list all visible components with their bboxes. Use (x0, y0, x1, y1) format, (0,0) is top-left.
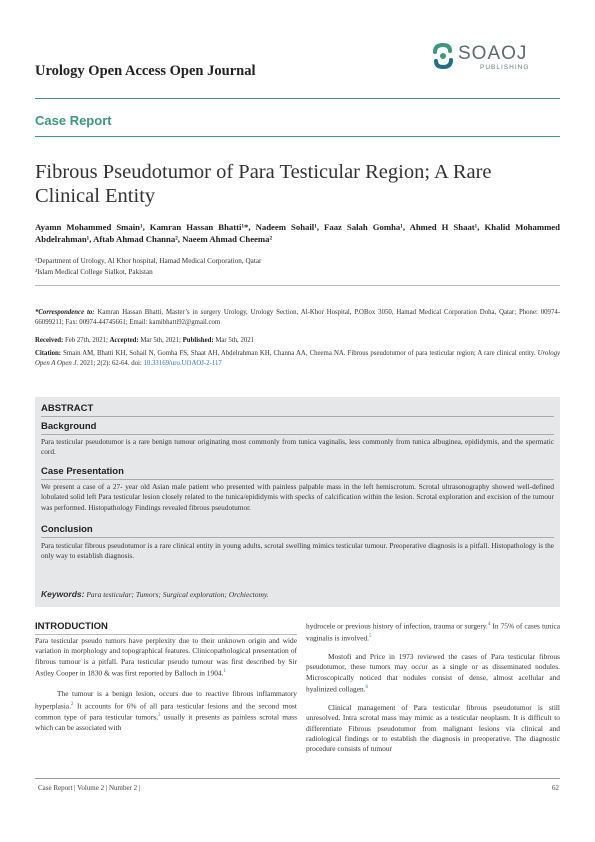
introduction-divider (35, 634, 297, 635)
paragraph-text: usually it presents as painless scrotal mass which can be associated with (35, 712, 297, 733)
paragraph-text: Para testicular pseudo tumors have perplexity due to their unknown origin and wide variation in morphology and topographical features. Clinicopathological presentation of fibrous tumour is a pitfall. Para testicular pseudo tumour was first described by Sir Astley Cooper in 1830 & was first reported by Balloch in 1904. (35, 636, 297, 678)
introduction-heading: INTRODUCTION (35, 621, 108, 632)
right-column (306, 620, 560, 758)
title-line-2: Clinical Entity (35, 185, 156, 207)
paragraph (35, 689, 297, 734)
abstract-divider (41, 416, 554, 417)
correspondence-text: Kamran Hassan Bhatti, Master’s in surgery Urology, Urology Section, Al-Khor Hospital, P.OBox 3050, Hamad Medical Corporation Doha, Qatar; Phone: 00974-66099211; Fax: 00974-44745661; Email: kamibhatti92@gmail.com (35, 309, 561, 326)
published-date: Mar 5th, 2021 (215, 337, 255, 344)
article-title (35, 160, 555, 208)
affiliation-1: ¹Department of Urology, Al Khor hospital, Hamad Medical Corporation, Qatar (35, 257, 262, 265)
left-column (35, 636, 297, 737)
paragraph-text: Clinical management of Para testicular fibrous pseudotumor is still unresolved. Intra scrotal mass may mimic as a testicular neoplasm. It is difficult to differentiate Fibrous pseudotumor from malignant lesions via clinical and radiological findings or to establish the diagnosis in preoperative. The diagnostic procedure consists of tumour (306, 702, 560, 754)
publisher-logo (431, 43, 551, 77)
citation-ref[interactable]: 6 (365, 684, 369, 690)
doi-link[interactable]: 10.33169/uro.UOAOJ-2-117 (143, 359, 222, 367)
dates (35, 336, 560, 346)
article-type: Case Report (35, 113, 112, 128)
citation-ref[interactable]: 4 (487, 622, 491, 627)
divider (35, 285, 560, 286)
keywords-text: Para testicular; Tumors; Surgical exploration; Orchiectomy. (86, 590, 269, 599)
abstract-heading: ABSTRACT (41, 403, 94, 414)
citation-ref[interactable]: 3 (157, 713, 161, 719)
abstract-divider (41, 537, 554, 538)
paragraph (306, 620, 560, 644)
keywords (41, 589, 269, 599)
published-label: Published: (182, 337, 214, 344)
affiliation-2: ²Islam Medical College Sialkot, Pakistan (35, 268, 153, 276)
received-label: Received: (35, 337, 64, 344)
page-number: 62 (552, 784, 559, 792)
correspondence (35, 308, 560, 327)
paragraph-text: hydrocele or previous history of infection, trauma or surgery. (306, 621, 488, 631)
paragraph-text: In 75% of cases tunica vaginalis is involved. (306, 621, 561, 643)
citation-ref[interactable]: 5 (369, 633, 372, 639)
case-heading: Case Presentation (41, 466, 124, 477)
header-divider (35, 98, 560, 99)
abstract-divider (41, 479, 554, 480)
paragraph-text: The tumour is a benign lesion, occurs due to reactive fibrous inflammatory hyperplasia. (35, 689, 297, 710)
author-list: Ayamn Mohammed Smain¹, Kamran Hassan Bhatti¹*, Nadeem Sohail¹, Faaz Salah Gomha¹, Ahmed H Shaat¹, Khalid Mohammed Abdelrahman¹, Aftab Ahmad Channa², Naeem Ahmad Cheema² (35, 222, 560, 244)
type-divider (35, 136, 560, 137)
citation (35, 349, 560, 368)
logo-wordmark: SOAOJ (458, 43, 528, 64)
citation-label: Citation: (35, 350, 62, 357)
background-text: Para testicular pseudotumor is a rare benign tumour originating most commonly from tunica vaginalis, less commonly from tunica albuginea, epididymis, and the spermatic cord. (41, 437, 554, 457)
citation-text: Smain AM, Bhatti KH, Sohail N, Gomha FS, Shaat AH, Abdelrahman KH, Channa AA, Cheema NA. Fibrous pseudotumor of para testicular region; A rare clinical entity. (63, 350, 536, 357)
background-heading: Background (41, 421, 97, 432)
citation-tail: 2021; 2(2): 62-64. doi: (79, 359, 142, 367)
accepted-date: Mar 5th, 2021; (140, 337, 181, 344)
correspondence-label: *Correspondence to: (35, 309, 95, 316)
footer-divider (35, 778, 560, 779)
case-text: We present a case of a 27- year old Asian male patient who presented with painless palpable mass in the left hemiscrotum. Scrotal ultrasonography showed well-defined lobulated solid left Para testicular lesion closely related to the tunica/epididymis with specks of calcification within the lesion. Scrotal exploration and excision of the tumour was performed. Histopathology Findings revealed fibrous pseudotumor. (41, 482, 554, 512)
paragraph (306, 652, 560, 695)
accepted-label: Accepted: (109, 337, 139, 344)
received-date: Feb 27th, 2021; (65, 337, 108, 344)
journal-name: Urology Open Access Open Journal (35, 63, 256, 79)
paragraph (306, 703, 560, 755)
keywords-label: Keywords: (41, 589, 85, 599)
conclusion-heading: Conclusion (41, 524, 93, 535)
citation-ref[interactable]: 2 (70, 701, 74, 707)
footer-issue-info: Case Report | Volume 2 | Number 2 | (38, 784, 141, 792)
logo-subtitle: PUBLISHING (480, 64, 530, 71)
conclusion-text: Para testicular fibrous pseudotumor is a rare clinical entity in young adults, scrotal swelling mimics testicular tumour. Preoperative diagnosis is a pitfall. Histopathology is the only way to establish diagnosis. (41, 541, 554, 561)
citation-ref[interactable]: 1 (223, 669, 226, 675)
paragraph (35, 636, 297, 679)
title-line-1: Fibrous Pseudotumor of Para Testicular Region; A Rare (35, 161, 492, 183)
paragraph-text: Mostofi and Price in 1973 reviewed the cases of Para testicular fibrous pseudotumor, these tumors may occur as a single or as disseminated nodules. Microscopically noticed that nodules consist of dense, almost acellular and hyalinized collagen. (306, 651, 560, 694)
paragraph-text: It accounts for 6% of all para testicular lesions and the second most common type of para testicular tumors, (35, 700, 297, 722)
citation-journal: Urology Open A Open J. (35, 350, 561, 367)
logo-mark-icon (431, 43, 455, 69)
abstract-divider (41, 434, 554, 435)
